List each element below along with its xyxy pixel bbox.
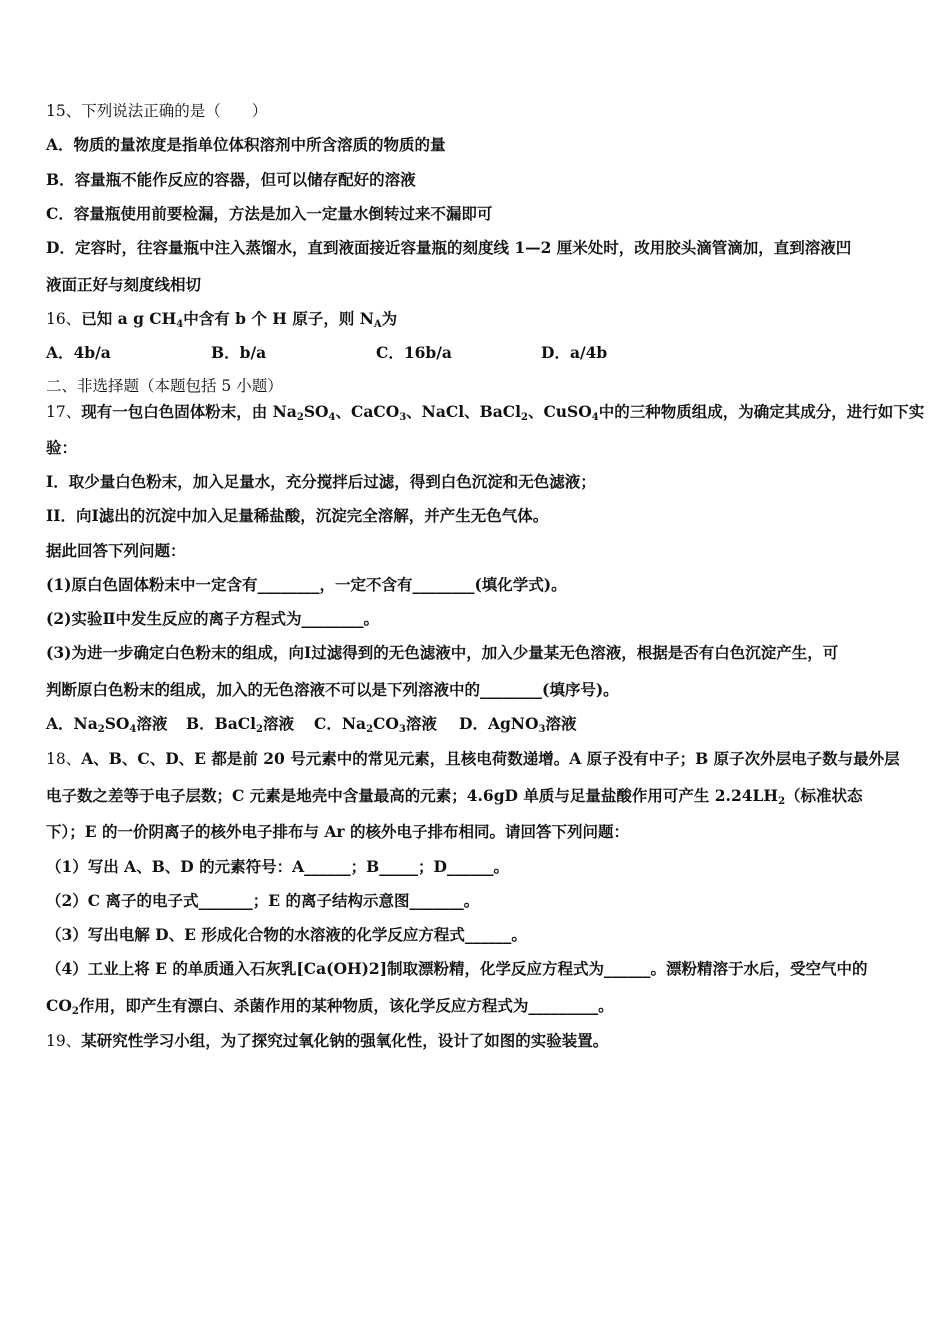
q17-option-b-text-2: 溶液 [262, 714, 294, 733]
q15-stem [46, 101, 267, 121]
q17-text-6: 中的三种物质组成，为确定其成分，进行如下实 [598, 402, 925, 421]
q15-stem-text: 15、下列说法正确的是（ ） [46, 102, 268, 120]
q18-stem-line3: 下）；E 的一价阴离子的核外电子排布与 Ar 的核外电子排布相同。请回答下列问题： [46, 822, 629, 841]
q17-option-c-text-3: 溶液 [405, 714, 437, 733]
q17-option-c [314, 714, 437, 734]
q17-option-a-text-2: SO [104, 714, 130, 733]
q17-option-b [186, 714, 294, 734]
q17-option-b-sub-1: 2 [255, 724, 263, 735]
q17-option-d-text-2: 溶液 [545, 714, 577, 733]
q18-text-2a: 电子数之差等于电子层数；C 元素是地壳中含量最高的元素；4.6gD 单质与足量盐酸作用可产生 2.24LH [46, 786, 779, 805]
q17-sub-3: 3 [399, 412, 407, 423]
section-heading [46, 376, 283, 396]
q15-option-d-line1: D．定容时，往容量瓶中注入蒸馏水，直到液面接近容量瓶的刻度线 1—2 厘米处时，改用胶头滴管滴加，直到溶液凹 [46, 238, 852, 257]
q18-stem-line2 [46, 786, 863, 806]
q18-part-4-text-2: 作用，即产生有漂白、杀菌作用的某种物质，该化学反应方程式为_________。 [78, 996, 614, 1015]
q17-number: 17、 [46, 403, 82, 421]
q18-text-1: A、B、C、D、E 都是前 20 号元素中的常见元素，且核电荷数递增。A 原子没有中子；B 原子次外层电子数与最外层 [81, 749, 900, 768]
q17-option-a-text-1: A．Na [46, 714, 98, 733]
q19-text: 某研究性学习小组，为了探究过氧化钠的强氧化性，设计了如图的实验装置。 [81, 1031, 609, 1050]
q17-option-a [46, 714, 167, 734]
q18-text-2b: （标准状态 [785, 786, 863, 805]
q17-step-2: II．向Ⅰ滤出的沉淀中加入足量稀盐酸，沉淀完全溶解，并产生无色气体。 [46, 506, 549, 525]
q17-option-c-text-2: CO [373, 714, 399, 733]
q17-option-d-sub-1: 3 [538, 724, 546, 735]
q17-option-a-sub-2: 4 [129, 724, 137, 735]
q16-number: 16、 [46, 310, 82, 328]
q17-option-c-sub-1: 2 [366, 724, 374, 735]
q17-step-1: I．取少量白色粉末，加入足量水，充分搅拌后过滤，得到白色沉淀和无色滤液； [46, 472, 596, 491]
q17-sub-1: 2 [296, 412, 304, 423]
q17-option-c-sub-2: 3 [398, 724, 406, 735]
q17-text-2: SO [303, 402, 329, 421]
q15-option-d-line2: 液面正好与刻度线相切 [46, 275, 202, 294]
q17-option-a-sub-1: 2 [97, 724, 105, 735]
q17-option-d-text-1: D．AgNO [459, 714, 539, 733]
q17-part-3-line2: 判断原白色粉末的组成，加入的无色溶液不可以是下列溶液中的________(填序号)。 [46, 680, 619, 699]
q16-text-1: 已知 a g CH [81, 309, 177, 328]
q18-stem-line1 [46, 749, 900, 769]
q16-option-c: C．16b/a [376, 343, 452, 362]
q16-stem [46, 309, 397, 329]
q17-stem-line1 [46, 402, 924, 422]
q18-part-2: （2）C 离子的电子式_______；E 的离子结构示意图_______。 [46, 891, 480, 910]
q18-part-1: （1）写出 A、B、D 的元素符号：A______；B_____；D______。 [46, 857, 509, 876]
q18-part-4-text-1: CO [46, 996, 72, 1015]
q17-option-b-text-1: B．BaCl [186, 714, 256, 733]
q16-options [46, 343, 646, 363]
q19-stem [46, 1031, 608, 1051]
q17-option-a-text-3: 溶液 [136, 714, 168, 733]
q17-part-3-line1: (3)为进一步确定白色粉末的组成，向Ⅰ过滤得到的无色滤液中，加入少量某无色溶液，根据是否有白色沉淀产生，可 [46, 643, 839, 662]
q16-sub-2: A [373, 319, 382, 330]
q18-sub-1: 2 [778, 796, 786, 807]
q17-stem-line2: 验： [46, 438, 78, 457]
q17-part-1: (1)原白色固体粉末中一定含有________，一定不含有________(填化学式)。 [46, 575, 567, 594]
q16-sub-1: 4 [176, 319, 184, 330]
q18-part-4-line2 [46, 996, 614, 1016]
q17-text-3: 、CaCO [335, 402, 400, 421]
q17-sub-4: 2 [520, 412, 528, 423]
q16-text-2: 中含有 b 个 H 原子，则 N [183, 309, 374, 328]
q16-option-d: D．a/4b [541, 343, 608, 362]
q17-sub-5: 4 [591, 412, 599, 423]
q18-part-4-line1: （4）工业上将 E 的单质通入石灰乳[Ca(OH)2]制取漂粉精，化学反应方程式为______。漂粉精溶于水后，受空气中的 [46, 959, 868, 978]
q18-part-3: （3）写出电解 D、E 形成化合物的水溶液的化学反应方程式______。 [46, 925, 527, 944]
q18-part-4-sub-1: 2 [71, 1006, 79, 1017]
q15-option-b: B．容量瓶不能作反应的容器，但可以储存配好的溶液 [46, 170, 416, 189]
q15-option-c: C．容量瓶使用前要检漏，方法是加入一定量水倒转过来不漏即可 [46, 204, 493, 223]
q17-sub-2: 4 [328, 412, 336, 423]
q18-number: 18、 [46, 750, 82, 768]
q17-options [46, 714, 646, 734]
q17-text-1: 现有一包白色固体粉末，由 Na [81, 402, 297, 421]
q19-number: 19、 [46, 1032, 82, 1050]
q16-option-b: B．b/a [211, 343, 267, 362]
q17-option-d [459, 714, 576, 734]
q17-intro: 据此回答下列问题： [46, 541, 186, 560]
q16-option-a: A．4b/a [46, 343, 111, 362]
q17-text-4: 、NaCl、BaCl [406, 402, 521, 421]
q16-text-3: 为 [381, 309, 398, 328]
q17-part-2: (2)实验Ⅱ中发生反应的离子方程式为________。 [46, 609, 380, 628]
q17-option-c-text-1: C．Na [314, 714, 367, 733]
q17-text-5: 、CuSO [527, 402, 592, 421]
section-heading-text: 二、非选择题（本题包括 5 小题） [46, 377, 283, 395]
q15-option-a: A．物质的量浓度是指单位体积溶剂中所含溶质的物质的量 [46, 135, 446, 154]
